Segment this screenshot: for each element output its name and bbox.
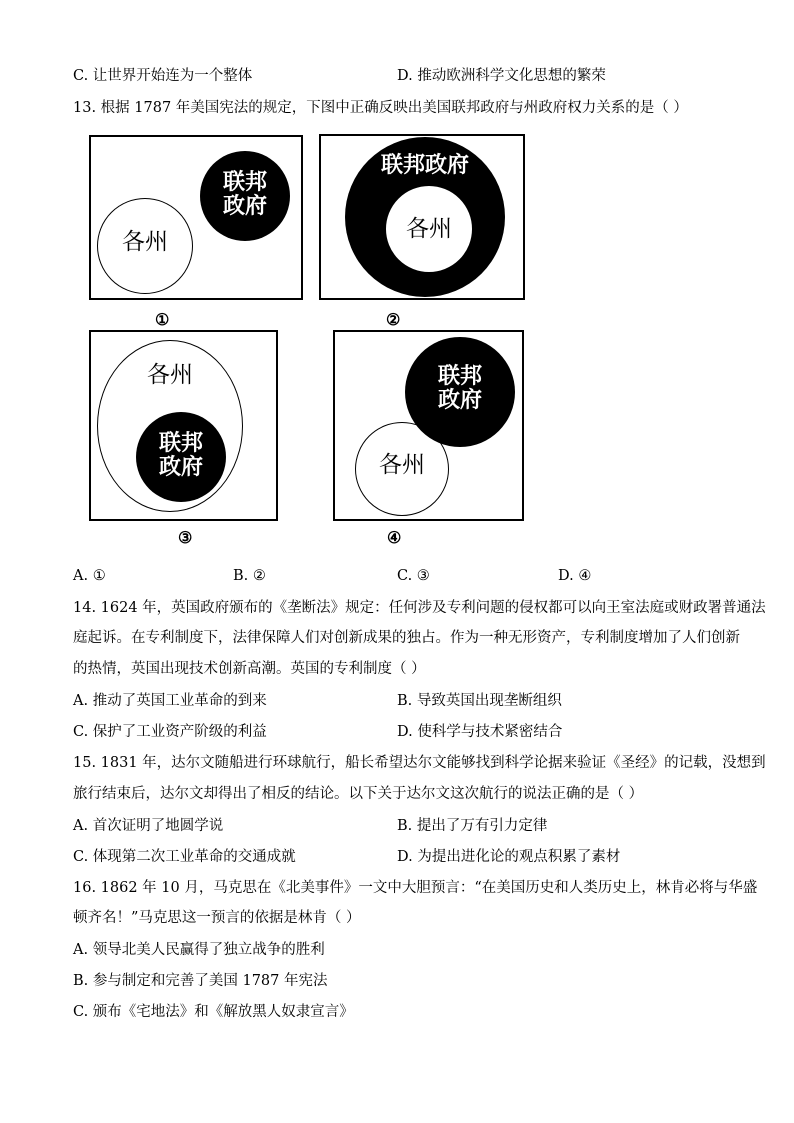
q14-stem-line1: 14. 1624 年，英国政府颁布的《垄断法》规定：任何涉及专利问题的侵权都可以向王室法庭或财政署普通法 bbox=[73, 600, 766, 616]
figure-4 bbox=[333, 330, 524, 521]
federal-label-line1: 联邦 bbox=[158, 430, 203, 456]
figure-4-number: ④ bbox=[387, 528, 402, 547]
figure-1-number: ① bbox=[155, 310, 170, 329]
federal-label-line1: 联邦 bbox=[222, 169, 267, 195]
q15-option-d: D. 为提出进化论的观点积累了素材 bbox=[397, 849, 621, 865]
q15-option-b: B. 提出了万有引力定律 bbox=[397, 818, 548, 834]
federal-label-line2: 政府 bbox=[222, 193, 267, 219]
q14-option-a: A. 推动了英国工业革命的到来 bbox=[73, 693, 267, 709]
q12-option-c: C. 让世界开始连为一个整体 bbox=[73, 68, 253, 84]
federal-label-line1: 联邦 bbox=[437, 363, 482, 389]
q13-option-a: A. ① bbox=[73, 568, 106, 584]
states-label: 各州 bbox=[379, 452, 425, 478]
states-label: 各州 bbox=[406, 216, 452, 242]
q14-option-b: B. 导致英国出现垄断组织 bbox=[397, 693, 562, 709]
q15-option-a: A. 首次证明了地圆学说 bbox=[73, 818, 224, 834]
q14-option-d: D. 使科学与技术紧密结合 bbox=[397, 724, 563, 740]
q14-option-c: C. 保护了工业资产阶级的利益 bbox=[73, 724, 267, 740]
q13-option-b: B. ② bbox=[233, 568, 266, 584]
states-label: 各州 bbox=[147, 362, 193, 388]
q16-stem-line1: 16. 1862 年 10 月，马克思在《北美事件》一文中大胆预言：“在美国历史和人类历史上，林肯必将与华盛 bbox=[73, 880, 758, 896]
q16-option-c: C. 颁布《宅地法》和《解放黑人奴隶宣言》 bbox=[73, 1004, 354, 1020]
figure-3-number: ③ bbox=[178, 528, 193, 547]
q14-stem-line3: 的热情，英国出现技术创新高潮。英国的专利制度（ ） bbox=[73, 661, 426, 677]
q16-stem-line2: 顿齐名！”马克思这一预言的依据是林肯（ ） bbox=[73, 910, 361, 926]
states-label: 各州 bbox=[122, 229, 168, 255]
q15-option-c: C. 体现第二次工业革命的交通成就 bbox=[73, 849, 296, 865]
q16-option-a: A. 领导北美人民赢得了独立战争的胜利 bbox=[73, 942, 325, 958]
figure-1 bbox=[89, 135, 303, 300]
q16-option-b: B. 参与制定和完善了美国 1787 年宪法 bbox=[73, 973, 328, 989]
figure-2-number: ② bbox=[386, 310, 401, 329]
federal-label-line2: 政府 bbox=[158, 454, 203, 480]
federal-label-line2: 政府 bbox=[437, 387, 482, 413]
q12-option-d: D. 推动欧洲科学文化思想的繁荣 bbox=[397, 68, 606, 84]
federal-label: 联邦政府 bbox=[380, 152, 469, 178]
q15-stem-line1: 15. 1831 年，达尔文随船进行环球航行，船长希望达尔文能够找到科学论据来验证《圣经》的记载，没想到 bbox=[73, 755, 766, 771]
q13-option-d: D. ④ bbox=[558, 568, 592, 584]
q13-stem: 13. 根据 1787 年美国宪法的规定，下图中正确反映出美国联邦政府与州政府权力关系的是（ ） bbox=[73, 100, 688, 116]
q13-option-c: C. ③ bbox=[397, 568, 430, 584]
figure-2 bbox=[319, 134, 525, 300]
q15-stem-line2: 旅行结束后，达尔文却得出了相反的结论。以下关于达尔文这次航行的说法正确的是（ ） bbox=[73, 786, 644, 802]
figure-3 bbox=[89, 330, 278, 521]
q14-stem-line2: 庭起诉。在专利制度下，法律保障人们对创新成果的独占。作为一种无形资产，专利制度增加了人们创新 bbox=[73, 630, 740, 646]
